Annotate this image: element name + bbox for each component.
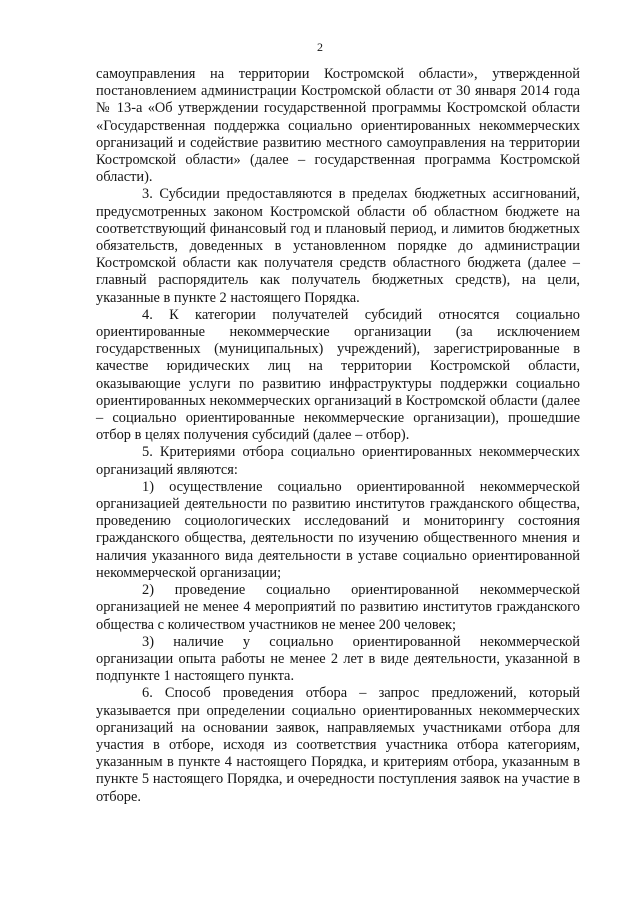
subparagraph-1: 1) осуществление социально ориентированной некоммерческой организацией деятельности по развитию институтов гражданского общества, проведению социологических исследований и мониторингу состояния гражданского общества, деятельности по изучению общественного мнения и наличия указанного вида деятельности в уставе социально ориентированной некоммерческой организации; xyxy=(96,478,580,581)
document-body xyxy=(96,66,580,806)
paragraph-item-5: 5. Критериями отбора социально ориентированных некоммерческих организаций являются: xyxy=(96,444,580,478)
page-number: 2 xyxy=(317,40,323,54)
paragraph-item-3: 3. Субсидии предоставляются в пределах бюджетных ассигнований, предусмотренных законом Костромской области об областном бюджете на соответствующий финансовый год и плановый период, и лимитов бюджетных обязательств, доведенных в установленном порядке до администрации Костромской области как получателя средств областного бюджета (далее – главный распорядитель как получатель бюджетных средств), на цели, указанные в пункте 2 настоящего Порядка. xyxy=(96,186,580,306)
subparagraph-2: 2) проведение социально ориентированной некоммерческой организацией не менее 4 мероприятий по развитию институтов гражданского общества с количеством участников не менее 200 человек; xyxy=(96,582,580,633)
paragraph-item-6: 6. Способ проведения отбора – запрос предложений, который указывается при определении социально ориентированных некоммерческих организаций на основании заявок, направляемых участниками отбора для участия в отборе, исходя из соответствия участника отбора категориям, указанным в пункте 4 настоящего Порядка, и критериям отбора, указанным в пункте 5 настоящего Порядка, и очередности поступления заявок на участие в отборе. xyxy=(96,685,580,805)
paragraph-continuation: самоуправления на территории Костромской области», утвержденной постановлением администрации Костромской области от 30 января 2014 года № 13-а «Об утверждении государственной программы Костромской области «Государственная поддержка социально ориентированных некоммерческих организаций и содействие развитию местного самоуправления на территории Костромской области» (далее – государственная программа Костромской области). xyxy=(96,66,580,186)
paragraph-item-4: 4. К категории получателей субсидий относятся социально ориентированные некоммерческие организации (за исключением государственных (муниципальных) учреждений), зарегистрированные в качестве юридических лиц на территории Костромской области, оказывающие услуги по развитию инфраструктуры поддержки социально ориентированных некоммерческих организаций в Костромской области (далее – социально ориентированные некоммерческие организации), прошедшие отбор в целях получения субсидий (далее – отбор). xyxy=(96,306,580,444)
subparagraph-3: 3) наличие у социально ориентированной некоммерческой организации опыта работы не менее 2 лет в виде деятельности, указанной в подпункте 1 настоящего пункта. xyxy=(96,633,580,685)
